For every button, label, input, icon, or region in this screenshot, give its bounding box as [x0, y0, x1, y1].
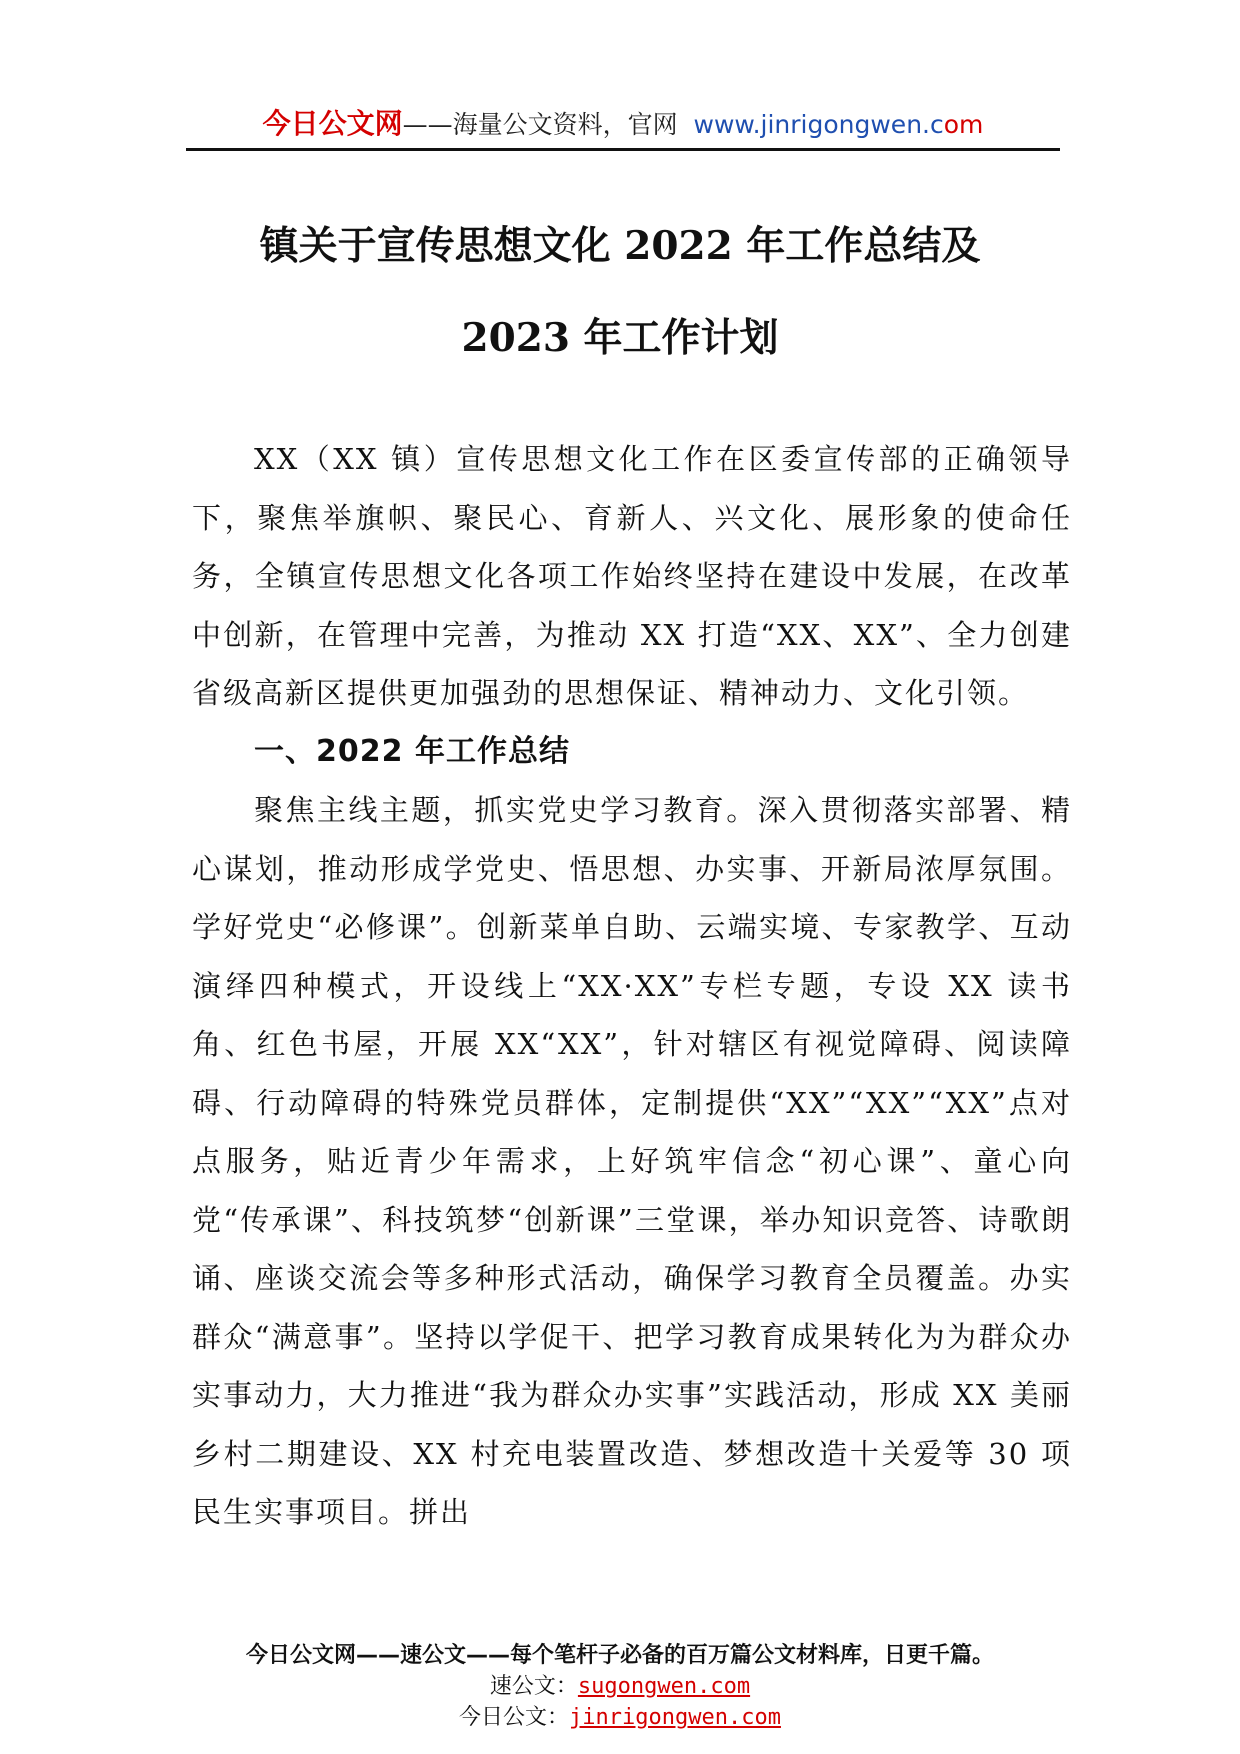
- header-url-suffix[interactable]: om: [943, 110, 984, 139]
- header-description: ——海量公文资料，官网: [402, 110, 678, 139]
- footer-link-jinrigongwen[interactable]: jinrigongwen.com: [569, 1705, 781, 1730]
- title-line-1: 镇关于宣传思想文化 2022 年工作总结及: [259, 223, 981, 269]
- intro-paragraph: XX（XX 镇）宣传思想文化工作在区委宣传部的正确领导下，聚焦举旗帜、聚民心、育新人、兴文化、展形象的使命任务，全镇宣传思想文化各项工作始终坚持在建设中发展，在改革中创新，在管理中完善，为推动 XX 打造“XX、XX”、全力创建省级高新区提供更加强劲的思想保证、精神动力、文化引领。: [192, 442, 1072, 710]
- header-site-name: 今日公文网: [262, 107, 403, 140]
- footer-link-row-2: [150, 1702, 1090, 1733]
- title-line-2: 2023 年工作计划: [461, 315, 779, 361]
- header-url[interactable]: www.jinrigongwen.c: [693, 110, 944, 139]
- section-paragraph: 聚焦主线主题，抓实党史学习教育。深入贯彻落实部署、精心谋划，推动形成学党史、悟思想、办实事、开新局浓厚氛围。学好党史“必修课”。创新菜单自助、云端实境、专家教学、互动演绎四种模式，开设线上“XX·XX”专栏专题，专设 XX 读书角、红色书屋，开展 XX“XX”，针对辖区有视觉障碍、阅读障碍、行动障碍的特殊党员群体，定制提供“XX”“XX”“XX”点对点服务，贴近青少年需求，上好筑牢信念“初心课”、童心向党“传承课”、科技筑梦“创新课”三堂课，举办知识竞答、诗歌朗诵、座谈交流会等多种形式活动，确保学习教育全员覆盖。办实群众“满意事”。坚持以学促干、把学习教育成果转化为为群众办实事动力，大力推进“我为群众办实事”实践活动，形成 XX 美丽乡村二期建设、XX 村充电装置改造、梦想改造十关爱等 30 项民生实事项目。拼出: [192, 793, 1072, 1529]
- section-heading: 一、2022 年工作总结: [254, 733, 570, 769]
- document-title: [150, 200, 1090, 384]
- document-body: [192, 430, 1072, 1542]
- footer-link-row-1: [150, 1671, 1090, 1702]
- footer-link-sugongwen[interactable]: sugongwen.com: [577, 1674, 751, 1699]
- document-footer: [150, 1640, 1090, 1733]
- footer-label-sugongwen: 速公文：: [489, 1674, 578, 1699]
- document-header: [188, 102, 1058, 146]
- footer-tagline: 今日公文网——速公文——每个笔杆子必备的百万篇公文材料库，日更千篇。: [245, 1643, 994, 1668]
- header-divider: [186, 148, 1060, 151]
- footer-label-jinrigongwen: 今日公文：: [459, 1705, 570, 1730]
